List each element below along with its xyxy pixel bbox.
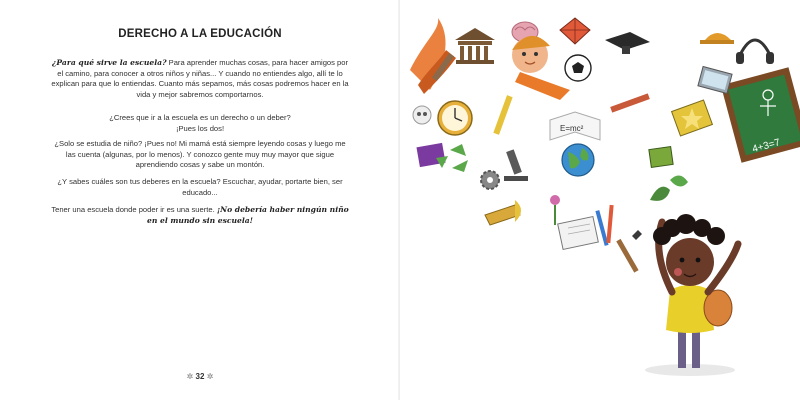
headphones-icon	[736, 40, 774, 64]
calculator-icon	[649, 147, 673, 168]
globe-icon	[562, 144, 594, 176]
page-title: DERECHO A LA EDUCACIÓN	[118, 28, 282, 40]
school-objects-illustration	[400, 0, 800, 400]
girl-reaching-up	[645, 214, 738, 376]
microscope-icon	[504, 149, 528, 181]
museum-icon	[455, 28, 495, 64]
gear-icon	[481, 171, 499, 189]
notebook-icon	[558, 217, 599, 250]
blackboard-icon	[721, 67, 800, 162]
book-formula: E=mc²	[560, 124, 584, 133]
conclusion-highlight: ¡No debería haber ningún niño en el mundo sin escuela!	[147, 205, 349, 225]
clock-icon	[438, 101, 472, 135]
cap-hat-icon	[700, 33, 734, 44]
paragraph-right-or-duty	[50, 113, 350, 134]
kite-icon	[560, 18, 590, 44]
paragraph-right-or-duty-line1: ¿Crees que ir a la escuela es un derecho o un deber?	[109, 113, 291, 122]
blackboard-formula: 4+3=7	[751, 137, 782, 156]
paragraph-conclusion-text: Tener una escuela donde poder ir es una suerte.	[51, 205, 217, 214]
paragraph-purpose-text: Para aprender muchas cosas, para hacer amigos por el camino, para conocer a otros niños y niñas... Y cuando no entiendes algo, allí te lo explican para que lo entiendas. Cuanto más sepamos, más cosas podremos hacer en la vida y mejor sabremos comportarnos.	[51, 58, 349, 99]
question-highlight: ¿Para qué sirve la escuela?	[51, 58, 167, 67]
paragraph-lifelong-learning: ¿Solo se estudia de niño? ¡Pues no! Mi mamá está siempre leyendo cosas y luego me las cuenta (algunas, por lo menos). Y conozco gente muy muy mayor que sigue aprendiendo cosas y sabe un montón.	[54, 139, 346, 170]
paragraph-purpose	[50, 58, 350, 100]
open-book-formula	[550, 112, 600, 140]
star-book-icon	[672, 100, 713, 136]
orange-brush-splash	[410, 18, 456, 94]
paragraph-duties: ¿Y sabes cuáles son tus deberes en la escuela? Escuchar, ayudar, portarte bien, ser educado...	[57, 177, 343, 197]
trumpet-icon	[485, 200, 521, 225]
soccer-ball-icon	[565, 55, 591, 81]
mortarboard-icon	[605, 32, 650, 54]
right-page	[400, 0, 800, 400]
page-number	[170, 372, 230, 381]
leaf-sprig-icon	[650, 175, 688, 200]
page-number-value: 32	[195, 372, 205, 381]
page-marker-left: ✲	[186, 372, 194, 381]
flower-plant-icon	[550, 195, 560, 225]
paragraph-conclusion	[50, 205, 350, 226]
flying-girl-figure	[512, 36, 570, 100]
paintbrush-icon	[616, 230, 642, 273]
paragraph-right-or-duty-line2: ¡Pues los dos!	[175, 123, 225, 133]
page-marker-right: ✲	[206, 372, 214, 381]
skull-icon	[413, 106, 431, 124]
laptop-icon	[698, 66, 732, 93]
